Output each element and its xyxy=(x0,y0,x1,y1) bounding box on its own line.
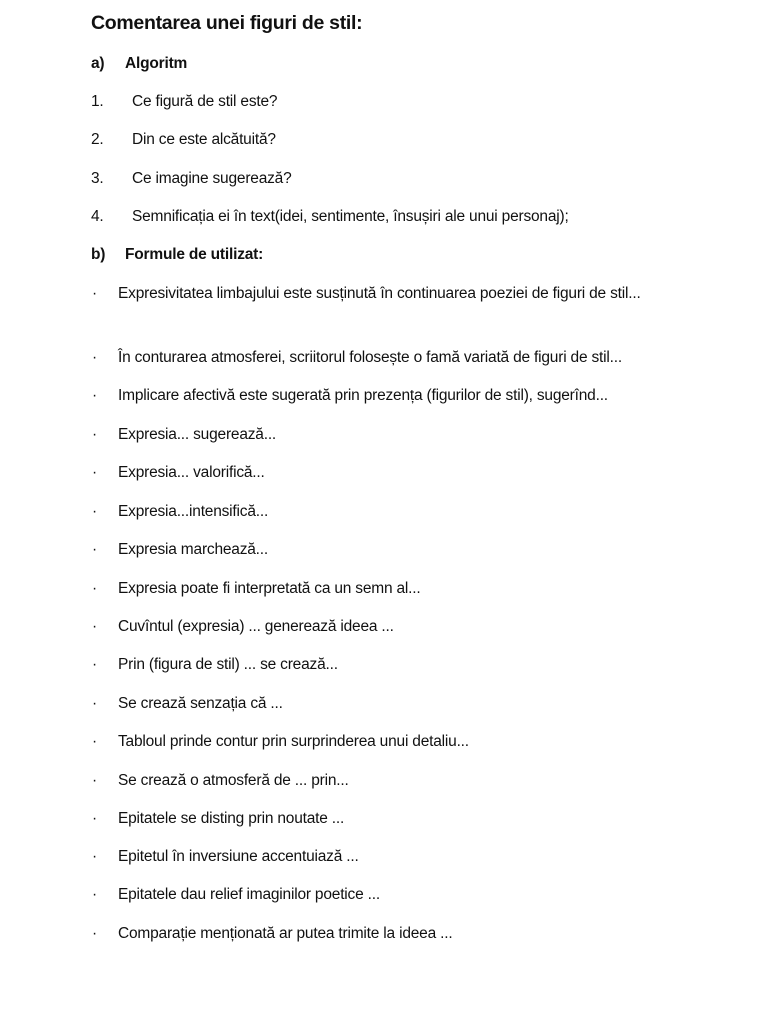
bullet-icon: · xyxy=(92,464,97,481)
step-text: Ce figură de stil este? xyxy=(132,93,278,110)
formula-text: Comparație menționată ar putea trimite la ideea ... xyxy=(118,925,453,942)
section-a-heading xyxy=(91,55,187,73)
algorithm-step-1 xyxy=(91,93,277,111)
bullet-icon: · xyxy=(92,426,97,443)
formula-text: Expresia poate fi interpretată ca un semn al... xyxy=(118,580,421,597)
section-b-heading xyxy=(91,246,263,264)
formula-text: Epitatele dau relief imaginilor poetice ... xyxy=(118,886,380,903)
step-text: Semnificația ei în text(idei, sentimente, însușiri ale unui personaj); xyxy=(132,208,569,225)
formula-text: Implicare afectivă este sugerată prin prezența (figurilor de stil), sugerînd... xyxy=(118,387,608,404)
formula-text: Expresivitatea limbajului este susținută în continuarea poeziei de figuri de stil... xyxy=(118,285,641,302)
formula-item xyxy=(91,691,691,717)
formula-item xyxy=(91,768,691,794)
bullet-icon: · xyxy=(92,503,97,520)
bullet-icon: · xyxy=(92,656,97,673)
formula-item xyxy=(91,499,691,525)
step-text: Ce imagine sugerează? xyxy=(132,170,292,187)
algorithm-step-3 xyxy=(91,170,292,188)
algorithm-step-2 xyxy=(91,131,276,149)
formula-item xyxy=(91,345,691,371)
formula-text: Expresia...intensifică... xyxy=(118,503,269,520)
bullet-icon: · xyxy=(92,810,97,827)
formula-text: Expresia... valorifică... xyxy=(118,464,265,481)
formula-item xyxy=(91,652,691,678)
section-a-label: Algoritm xyxy=(125,55,188,72)
formula-item xyxy=(91,576,691,602)
page-title: Comentarea unei figuri de stil: xyxy=(91,12,363,34)
section-a-marker: a) xyxy=(91,55,105,72)
formula-text: Prin (figura de stil) ... se crează... xyxy=(118,656,338,673)
formula-text: Epitatele se disting prin noutate ... xyxy=(118,810,345,827)
bullet-icon: · xyxy=(92,772,97,789)
formula-item xyxy=(91,614,691,640)
formula-text: Cuvîntul (expresia) ... generează ideea ... xyxy=(118,618,394,635)
formula-item xyxy=(91,729,691,755)
formula-item xyxy=(91,806,691,832)
formula-item xyxy=(91,281,691,307)
bullet-icon: · xyxy=(92,733,97,750)
step-marker: 4. xyxy=(91,208,104,225)
formula-item xyxy=(91,537,691,563)
algorithm-step-4 xyxy=(91,208,569,226)
step-marker: 3. xyxy=(91,170,104,187)
formula-item xyxy=(91,882,691,908)
step-marker: 1. xyxy=(91,93,104,110)
formula-item xyxy=(91,383,691,409)
formula-item xyxy=(91,921,691,947)
step-text: Din ce este alcătuită? xyxy=(132,131,276,148)
bullet-icon: · xyxy=(92,695,97,712)
bullet-icon: · xyxy=(92,848,97,865)
formula-text: Expresia marchează... xyxy=(118,541,269,558)
bullet-icon: · xyxy=(92,387,97,404)
step-marker: 2. xyxy=(91,131,104,148)
formula-item xyxy=(91,460,691,486)
bullet-icon: · xyxy=(92,580,97,597)
bullet-icon: · xyxy=(92,349,97,366)
formula-text: Se crează senzația că ... xyxy=(118,695,283,712)
formula-text: Se crează o atmosferă de ... prin... xyxy=(118,772,349,789)
bullet-icon: · xyxy=(92,886,97,903)
formula-text: Epitetul în inversiune accentuiază ... xyxy=(118,848,359,865)
section-b-marker: b) xyxy=(91,246,106,263)
bullet-icon: · xyxy=(92,925,97,942)
bullet-icon: · xyxy=(92,618,97,635)
bullet-icon: · xyxy=(92,285,97,302)
formula-text: În conturarea atmosferei, scriitorul folosește o famă variată de figuri de stil... xyxy=(118,349,622,366)
formula-text: Tabloul prinde contur prin surprinderea unui detaliu... xyxy=(118,733,469,750)
section-b-label: Formule de utilizat: xyxy=(125,246,264,263)
formula-item xyxy=(91,844,691,870)
formula-item xyxy=(91,422,691,448)
bullet-icon: · xyxy=(92,541,97,558)
formula-text: Expresia... sugerează... xyxy=(118,426,277,443)
